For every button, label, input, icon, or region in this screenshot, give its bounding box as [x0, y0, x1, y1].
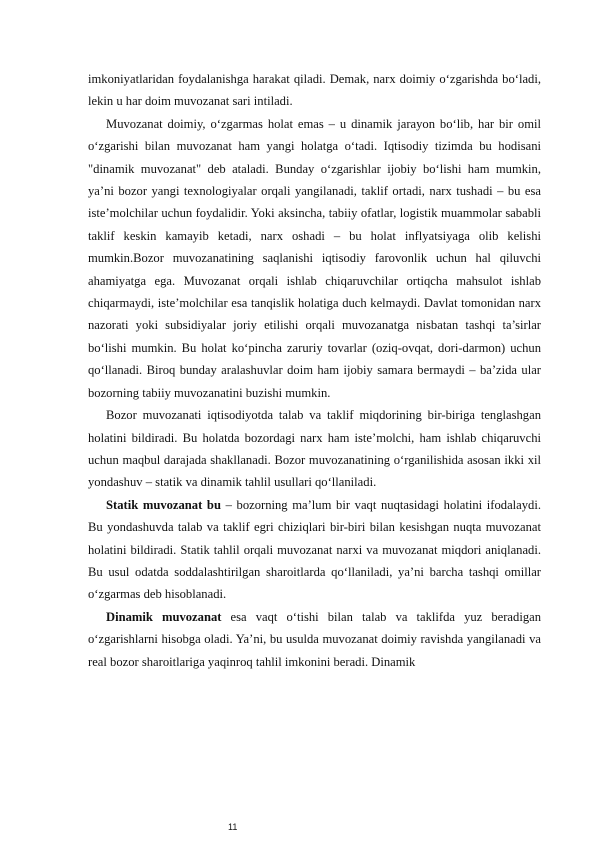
paragraph-dynamic-equilibrium-intro: Muvozanat doimiy, o‘zgarmas holat emas – u dinamik jarayon bo‘lib, har bir omil o‘zgarishi bilan muvozanat ham yangi holatga o‘tadi. Iqtisodiy tizimda bu hodisani "dinamik muvozanat" deb ataladi. Bunday o‘zgarishlar ijobiy bo‘lishi ham mumkin, ya’ni bozor yangi texnologiyalar orqali yangilanadi, taklif ortadi, narx tushadi – bu esa iste’molchilar uchun foydalidir. Yoki aksincha, tabiiy ofatlar, logistik muammolar sababli taklif keskin kamayib ketadi, narx oshadi – bu holat inflyatsiyaga olib kelishi mumkin.Bozor muvozanatining saqlanishi iqtisodiy farovonlik uchun hal qiluvchi ahamiyatga ega. Muvozanat orqali ishlab chiqaruvchilar ortiqcha mahsulot ishlab chiqarmaydi, iste’molchilar esa tanqislik holatiga duch kelmaydi. Davlat tomonidan narx nazorati yoki subsidiyalar joriy etilishi orqali muvozanatga nisbatan tashqi ta’sirlar bo‘lishi mumkin. Bu holat ko‘pincha zaruriy tovarlar (oziq-ovqat, dori-darmon) uchun qo‘llanadi. Biroq bunday aralashuvlar doim ham ijobiy samara bermaydi – ba’zida ular bozorning tabiiy muvozanatini buzishi mumkin.: [88, 116, 541, 400]
static-equilibrium-text: – bozorning ma’lum bir vaqt nuqtasidagi holatini ifodalaydi. Bu yondashuvda talab va taklif egri chiziqlari bir-biri bilan kesishgan nuqta muvozanat holatini bildiradi. Statik tahlil orqali muvozanat narxi va muvozanat miqdori aniqlanadi. Bu usul odatda soddalashtirilgan sharoitlarda qo‘llaniladi, ya’ni barcha tashqi omillar o‘zgarmas deb hisoblanadi.: [88, 497, 542, 602]
paragraph-static-equilibrium: [88, 494, 541, 606]
dynamic-equilibrium-text: esa vaqt o‘tishi bilan talab va taklifda yuz beradigan o‘zgarishlarni hisobga oladi. Ya’ni, bu usulda muvozanat doimiy ravishda yangilanadi va real bozor sharoitlariga yaqinroq tahlil imkonini beradi. Dinamik: [88, 609, 541, 669]
body-text: [88, 68, 541, 673]
page-number: 11: [228, 822, 238, 832]
paragraph-continuation: imkoniyatlaridan foydalanishga harakat qiladi. Demak, narx doimiy o‘zgarishda bo‘ladi, lekin u har doim muvozanat sari intiladi.: [88, 72, 541, 109]
term-static-equilibrium: Statik muvozanat bu: [106, 497, 221, 512]
paragraph-market-equilibrium-definition: Bozor muvozanati iqtisodiyotda talab va taklif miqdorining bir-biriga tenglashgan holatini bildiradi. Bu holatda bozordagi narx ham iste’molchi, ham ishlab chiqaruvchi uchun maqbul darajada shakllanadi. Bozor muvozanatining o‘rganilishida asosan ikki xil yondashuv – statik va dinamik tahlil usullari qo‘llaniladi.: [88, 408, 541, 490]
paragraph-dynamic-equilibrium: [88, 606, 541, 673]
term-dynamic-equilibrium: Dinamik muvozanat: [106, 609, 222, 624]
